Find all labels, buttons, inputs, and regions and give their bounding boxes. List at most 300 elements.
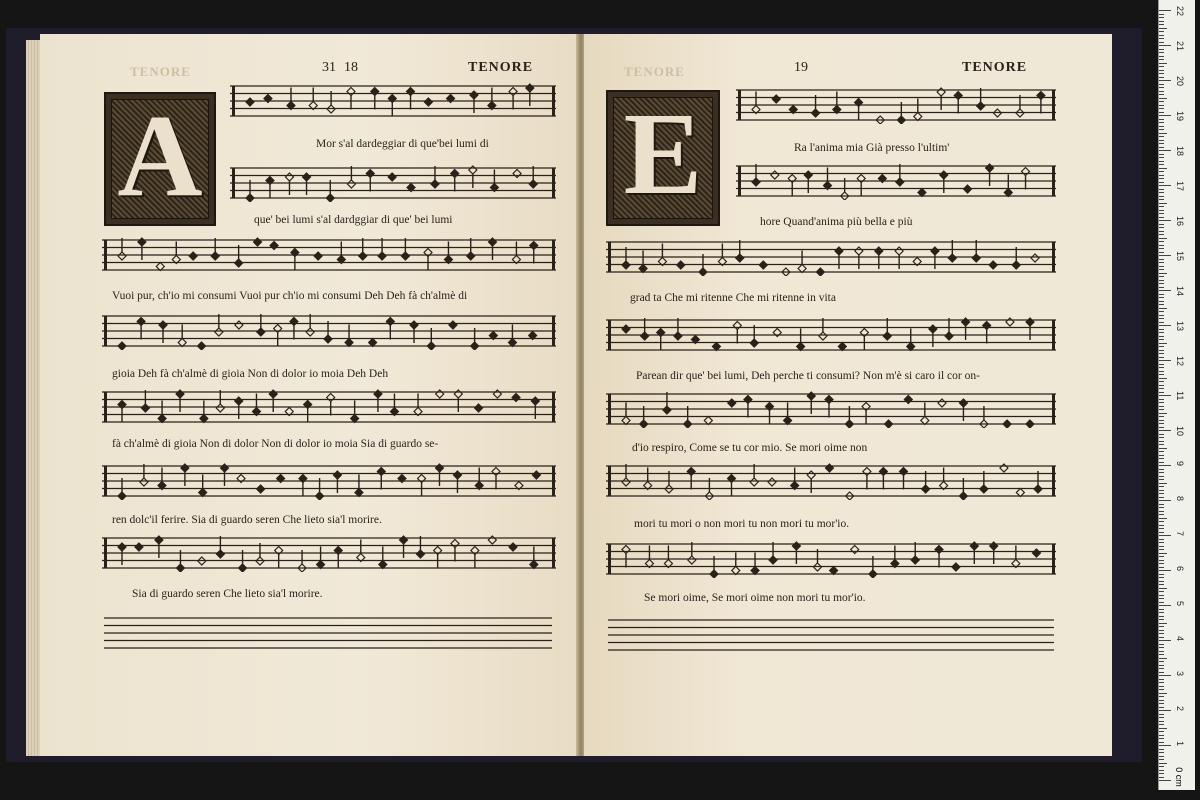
note-mark	[945, 318, 953, 340]
ruler-tick	[1159, 476, 1164, 477]
note-mark	[216, 536, 224, 558]
ruler-tick	[1159, 136, 1164, 137]
ruler-tick	[1159, 301, 1164, 302]
ruler-tick	[1159, 287, 1164, 288]
note-mark	[449, 321, 457, 329]
barline-mark	[1052, 394, 1055, 424]
ruler-number: 13	[1175, 321, 1185, 332]
note-mark	[645, 546, 653, 568]
ruler-number: 10	[1175, 426, 1185, 437]
ruler-tick	[1159, 374, 1164, 375]
ruler-tick	[1159, 91, 1164, 92]
lyric-line: gioia Deh fà ch'almè di gioia Non di dolor io moia Deh Deh	[112, 368, 389, 380]
note-mark	[257, 485, 265, 493]
ruler-tick	[1159, 416, 1164, 417]
ruler-tick	[1159, 70, 1164, 71]
ruler-tick	[1159, 752, 1164, 753]
ruler-tick	[1159, 308, 1167, 309]
music-staff	[606, 390, 1056, 428]
note-mark	[970, 542, 978, 564]
ruler-tick	[1159, 693, 1167, 694]
ruler-tick	[1159, 115, 1171, 116]
ruler-tick	[1159, 602, 1164, 603]
ruler-tick	[1159, 714, 1164, 715]
ruler-tick	[1159, 119, 1164, 120]
note-mark	[904, 396, 912, 404]
ruler-tick	[1159, 217, 1164, 218]
lyric-line: Mor s'al dardeggiar di que'bei lumi di	[316, 138, 489, 150]
ruler-tick	[1159, 483, 1167, 484]
ruler-tick	[1159, 619, 1164, 620]
ruler-tick	[1159, 346, 1164, 347]
ruler-tick	[1159, 710, 1171, 711]
ruler-tick	[1159, 63, 1167, 64]
ruler-tick	[1159, 294, 1164, 295]
ruler-tick	[1159, 409, 1164, 410]
note-mark	[155, 536, 163, 558]
lyric-line: grad ta Che mi ritenne Che mi ritenne in vita	[630, 292, 836, 304]
ruler-tick	[1159, 749, 1164, 750]
ruler-tick	[1159, 455, 1164, 456]
ruler-tick	[1159, 507, 1164, 508]
ruler-tick	[1159, 150, 1171, 151]
note-mark	[1016, 95, 1024, 117]
note-mark	[983, 322, 991, 344]
note-mark	[378, 238, 386, 260]
barline-mark	[552, 392, 555, 422]
note-mark	[254, 238, 262, 246]
ruler-tick	[1159, 175, 1164, 176]
note-mark	[424, 249, 432, 271]
note-mark	[347, 88, 355, 110]
ruler-tick	[1159, 210, 1164, 211]
note-mark	[414, 394, 422, 416]
ruler-tick	[1159, 276, 1164, 277]
note-mark	[181, 464, 189, 486]
ruler-tick	[1159, 80, 1171, 81]
ruler-tick	[1159, 59, 1164, 60]
note-mark	[416, 536, 424, 558]
note-mark	[962, 318, 970, 340]
note-mark	[158, 401, 166, 423]
barline-mark	[1052, 466, 1055, 496]
note-mark	[798, 251, 806, 273]
note-mark	[200, 401, 208, 423]
music-staff	[736, 86, 1056, 124]
ruler-tick	[1159, 696, 1164, 697]
measurement-ruler	[1158, 0, 1195, 790]
ruler-tick	[1159, 577, 1164, 578]
ruler-tick	[1159, 315, 1164, 316]
clef-mark	[104, 240, 107, 270]
note-mark	[235, 397, 243, 419]
note-mark	[418, 475, 426, 497]
note-mark	[211, 238, 219, 260]
ruler-tick	[1159, 766, 1164, 767]
note-mark	[530, 547, 538, 569]
ruler-tick	[1159, 574, 1164, 575]
note-mark	[374, 390, 382, 412]
ruler-tick	[1159, 290, 1171, 291]
ruler-tick	[1159, 763, 1167, 764]
note-mark	[935, 546, 943, 568]
note-mark	[1026, 420, 1034, 428]
ruler-tick	[1159, 143, 1164, 144]
note-mark	[189, 252, 197, 260]
ruler-tick	[1159, 612, 1164, 613]
ruler-tick	[1159, 14, 1164, 15]
ruler-tick	[1159, 392, 1164, 393]
music-staff	[606, 238, 1056, 276]
ruler-tick	[1159, 227, 1164, 228]
note-mark	[1032, 549, 1040, 557]
note-mark	[334, 547, 342, 569]
note-mark	[807, 392, 815, 414]
note-mark	[388, 95, 396, 117]
ruler-tick	[1159, 280, 1164, 281]
ruler-tick	[1159, 42, 1164, 43]
note-mark	[1022, 168, 1030, 190]
note-mark	[954, 92, 962, 114]
note-mark	[451, 170, 459, 192]
ruler-tick	[1159, 462, 1164, 463]
note-mark	[530, 242, 538, 264]
note-mark	[492, 468, 500, 490]
ruler-tick	[1159, 451, 1164, 452]
note-mark	[156, 263, 164, 271]
note-mark	[732, 553, 740, 575]
clef-mark	[608, 320, 611, 350]
note-mark	[658, 244, 666, 266]
ruler-tick	[1159, 780, 1171, 781]
barline-mark	[552, 168, 555, 198]
barline-mark	[1052, 544, 1055, 574]
ruler-tick	[1159, 203, 1167, 204]
voice-part-header: TENORE	[468, 60, 534, 75]
ruler-number: 5	[1175, 601, 1185, 607]
ruler-tick	[1159, 94, 1164, 95]
ruler-tick	[1159, 518, 1167, 519]
barline-mark	[552, 316, 555, 346]
ruler-tick	[1159, 434, 1164, 435]
note-mark	[400, 536, 408, 558]
ruler-tick	[1159, 493, 1164, 494]
ruler-tick	[1159, 581, 1164, 582]
note-mark	[959, 399, 967, 421]
note-mark	[176, 390, 184, 412]
note-mark	[467, 238, 475, 260]
music-staff	[102, 388, 556, 426]
note-mark	[857, 175, 865, 197]
note-mark	[137, 318, 145, 340]
ruler-number: 18	[1175, 146, 1185, 157]
note-mark	[622, 247, 630, 269]
note-mark	[704, 417, 712, 425]
ruler-number: 6	[1175, 566, 1185, 572]
note-mark	[804, 171, 812, 193]
ruler-tick	[1159, 38, 1164, 39]
note-mark	[980, 471, 988, 493]
barline-mark	[552, 538, 555, 568]
ruler-tick	[1159, 423, 1164, 424]
ruler-tick	[1159, 731, 1164, 732]
note-mark	[345, 325, 353, 347]
ruler-tick	[1159, 759, 1164, 760]
ruler-tick	[1159, 84, 1164, 85]
woodcut-initial-icon	[606, 90, 720, 226]
lyric-line: Ra l'anima mia Già presso l'ultim'	[794, 142, 950, 154]
note-mark	[371, 88, 379, 110]
ruler-tick	[1159, 178, 1164, 179]
ruler-tick	[1159, 189, 1164, 190]
note-mark	[304, 401, 312, 423]
lyric-line: que' bei lumi s'al dardggiar di que' bei lumi	[254, 214, 453, 226]
ruler-tick	[1159, 255, 1171, 256]
ruler-tick	[1159, 588, 1167, 589]
note-mark	[509, 543, 517, 551]
clef-mark	[608, 466, 611, 496]
ruler-tick	[1159, 185, 1171, 186]
ruler-tick	[1159, 73, 1164, 74]
initial-letter: E	[623, 90, 703, 219]
ruler-tick	[1159, 528, 1164, 529]
ruler-tick	[1159, 21, 1164, 22]
ruler-tick	[1159, 157, 1164, 158]
note-mark	[948, 240, 956, 262]
ruler-tick	[1159, 381, 1164, 382]
note-mark	[622, 546, 630, 568]
ruler-tick	[1159, 616, 1164, 617]
ruler-tick	[1159, 367, 1164, 368]
note-mark	[369, 339, 377, 347]
note-mark	[940, 171, 948, 193]
ruler-tick	[1159, 101, 1164, 102]
ruler-tick	[1159, 647, 1164, 648]
ruler-tick	[1159, 171, 1164, 172]
note-mark	[772, 95, 780, 103]
clef-mark	[608, 544, 611, 574]
note-mark	[377, 468, 385, 490]
lyric-line: Sia di guardo seren Che lieto sia'l morire.	[132, 588, 323, 600]
ruler-tick	[1159, 28, 1167, 29]
note-mark	[891, 546, 899, 568]
ruler-tick	[1159, 591, 1164, 592]
note-mark	[327, 91, 335, 113]
note-mark	[851, 546, 859, 554]
note-mark	[937, 88, 945, 110]
ruler-tick	[1159, 556, 1164, 557]
note-mark	[386, 318, 394, 340]
ruler-tick	[1159, 469, 1164, 470]
note-mark	[727, 475, 735, 497]
note-mark	[366, 170, 374, 192]
note-mark	[454, 390, 462, 412]
note-mark	[359, 238, 367, 260]
lyric-line: Parean dir que' bei lumi, Deh perche ti consumi? Non m'è si caro il cor on-	[636, 370, 980, 382]
ruler-tick	[1159, 17, 1164, 18]
ruler-tick	[1159, 756, 1164, 757]
note-mark	[750, 325, 758, 347]
note-mark	[235, 245, 243, 267]
note-mark	[712, 343, 720, 351]
ruler-tick	[1159, 192, 1164, 193]
note-mark	[918, 189, 926, 197]
music-staff	[736, 162, 1056, 200]
ruler-tick	[1159, 241, 1164, 242]
note-mark	[1000, 464, 1008, 472]
ruler-tick	[1159, 385, 1164, 386]
ruler-tick	[1159, 52, 1164, 53]
note-mark	[665, 471, 673, 493]
ruler-tick	[1159, 395, 1171, 396]
ruler-number: 1	[1175, 741, 1185, 747]
ruler-tick	[1159, 266, 1164, 267]
note-mark	[875, 247, 883, 269]
note-mark	[677, 261, 685, 269]
ruler-tick	[1159, 633, 1164, 634]
ruler-tick	[1159, 479, 1164, 480]
ruler-tick	[1159, 521, 1164, 522]
ruler-tick	[1159, 539, 1164, 540]
note-mark	[833, 92, 841, 114]
note-mark	[252, 394, 260, 416]
note-mark	[285, 173, 293, 195]
woodcut-initial-icon	[104, 92, 216, 226]
ruler-tick	[1159, 399, 1164, 400]
ruler-tick	[1159, 371, 1164, 372]
note-mark	[855, 247, 863, 269]
note-mark	[512, 394, 520, 402]
note-mark	[118, 342, 126, 350]
ruler-tick	[1159, 297, 1164, 298]
ruler-tick	[1159, 675, 1171, 676]
note-mark	[529, 166, 537, 188]
ruler-tick	[1159, 745, 1171, 746]
note-mark	[860, 329, 868, 351]
ruler-tick	[1159, 560, 1164, 561]
note-mark	[138, 238, 146, 260]
ruler-tick	[1159, 66, 1164, 67]
ruler-tick	[1159, 500, 1171, 501]
ruler-tick	[1159, 360, 1171, 361]
note-mark	[488, 238, 496, 260]
note-mark	[309, 88, 317, 110]
ruler-number: 4	[1175, 636, 1185, 642]
note-mark	[1003, 420, 1011, 428]
note-mark	[327, 394, 335, 416]
ruler-number: 8	[1175, 496, 1185, 502]
note-mark	[759, 261, 767, 269]
ruler-tick	[1159, 238, 1167, 239]
ruler-tick	[1159, 406, 1164, 407]
ruler-tick	[1159, 357, 1164, 358]
music-staff	[102, 462, 556, 500]
lyric-line: ren dolc'il ferire. Sia di guardo seren Che lieto sia'l morire.	[112, 514, 382, 526]
note-mark	[351, 401, 359, 423]
note-mark	[471, 547, 479, 569]
note-mark	[977, 88, 985, 110]
ruler-tick	[1159, 196, 1164, 197]
ruler-tick	[1159, 661, 1164, 662]
note-mark	[287, 88, 295, 110]
note-mark	[221, 464, 229, 486]
ruler-tick	[1159, 668, 1164, 669]
ruler-tick	[1159, 213, 1164, 214]
barline-mark	[552, 86, 555, 116]
note-mark	[333, 471, 341, 493]
clef-mark	[738, 166, 741, 196]
note-mark	[531, 397, 539, 419]
ruler-tick	[1159, 535, 1171, 536]
ruler-tick	[1159, 220, 1171, 221]
note-mark	[118, 238, 126, 260]
ruler-tick	[1159, 273, 1167, 274]
ruler-tick	[1159, 105, 1164, 106]
ruler-tick	[1159, 87, 1164, 88]
note-mark	[199, 475, 207, 497]
note-mark	[911, 542, 919, 564]
ruler-tick	[1159, 304, 1164, 305]
ruler-tick	[1159, 24, 1164, 25]
ruler-tick	[1159, 567, 1164, 568]
note-mark	[990, 542, 998, 564]
note-mark	[469, 166, 477, 188]
page-number: 18	[344, 60, 358, 75]
note-mark	[895, 247, 903, 269]
ruler-tick	[1159, 703, 1164, 704]
note-mark	[435, 464, 443, 486]
note-mark	[390, 394, 398, 416]
ruler-tick	[1159, 728, 1167, 729]
note-mark	[744, 396, 752, 418]
note-mark	[1031, 254, 1039, 262]
ruler-tick	[1159, 511, 1164, 512]
note-mark	[835, 247, 843, 269]
ruler-tick	[1159, 420, 1164, 421]
ruler-tick	[1159, 329, 1164, 330]
music-staff	[606, 462, 1056, 500]
note-mark	[135, 543, 143, 551]
note-mark	[1006, 318, 1014, 326]
ruler-tick	[1159, 413, 1167, 414]
ruler-tick	[1159, 234, 1164, 235]
note-mark	[1026, 318, 1034, 340]
ruler-tick	[1159, 486, 1164, 487]
note-mark	[687, 468, 695, 490]
note-mark	[141, 390, 149, 412]
note-mark	[158, 468, 166, 490]
note-mark	[275, 547, 283, 569]
note-mark	[657, 329, 665, 351]
note-mark	[816, 268, 824, 276]
ruler-tick	[1159, 444, 1164, 445]
lyric-line: hore Quand'anima più bella e più	[760, 216, 913, 228]
ruler-tick	[1159, 45, 1171, 46]
ruler-tick	[1159, 549, 1164, 550]
note-mark	[819, 318, 827, 340]
ruler-tick	[1159, 654, 1164, 655]
ruler-tick	[1159, 721, 1164, 722]
note-mark	[159, 321, 167, 343]
ruler-tick	[1159, 553, 1167, 554]
ruler-number: 3	[1175, 671, 1185, 677]
note-mark	[791, 468, 799, 490]
note-mark	[1034, 471, 1042, 493]
ruler-tick	[1159, 98, 1167, 99]
ruler-tick	[1159, 77, 1164, 78]
note-mark	[451, 540, 459, 562]
note-mark	[728, 399, 736, 407]
